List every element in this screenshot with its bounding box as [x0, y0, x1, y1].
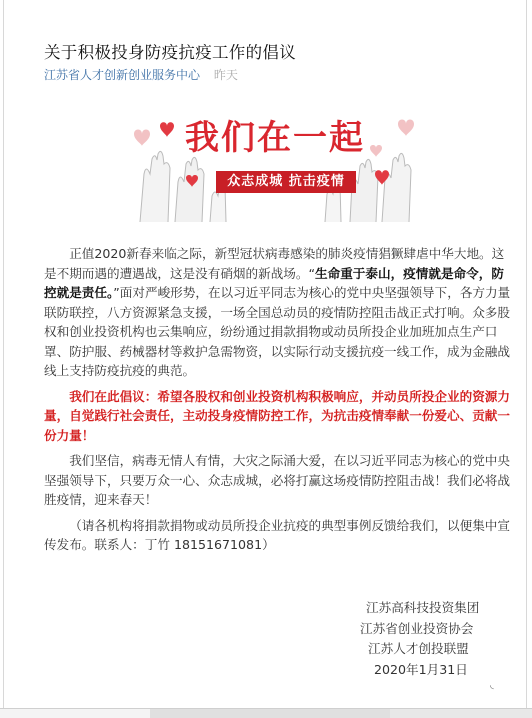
author-link[interactable]: 江苏省人才创新创业服务中心 — [44, 68, 201, 82]
signature-org-1: 江苏高科技投资集团 — [366, 600, 480, 615]
signature-block — [360, 598, 479, 680]
publish-time: 昨天 — [213, 68, 238, 82]
article-title: 关于积极投身防疫抗疫工作的倡议 — [44, 43, 296, 62]
paragraph-1 — [44, 244, 512, 381]
signature-date: 2020年1月31日 — [374, 661, 468, 677]
p1-emphasis: 生命重于泰山，疫情就是命令，防控就是责任。 — [44, 265, 504, 300]
signature-org-2: 江苏省创业投资协会 — [360, 620, 474, 636]
article-meta — [44, 66, 238, 83]
signature-org-3: 江苏人才创投联盟 — [368, 641, 469, 656]
banner-image — [120, 104, 430, 224]
banner-title: 我们在一起 — [185, 118, 365, 158]
article-body — [44, 244, 512, 561]
paragraph-3: 我们坚信，病毒无情人有情，大灾之际涌大爱，在以习近平同志为核心的党中央坚强领导下，只要万众一心、众志成城，必将打赢这场疫情防控阻击战！我们必将战胜疫情，迎来春天！ — [44, 453, 510, 507]
p1-text-c: ”面对严峻形势，在以习近平同志为核心的党中央坚强领导下，各方力量联防联控，八方资源紧急支援，一场全国总动员的疫情防控阻击战正式打响。众多股权和创业投资机构也云集响应，纷纷通过捐款捐物或动员所投企业加班加点生产口罩、防护服、药械器材等救护急需物资，以实际行动支援抗疫一线工作，成为金融战线上支持防疫抗疫的典范。 — [44, 285, 511, 378]
paragraph-2-proposal: 我们在此倡议：希望各股权和创业投资机构积极响应，并动员所投企业的资源力量，自觉践行社会责任，主动投身疫情防控工作，为抗击疫情奉献一份爱心、贡献一份力量！ — [44, 388, 510, 443]
paragraph-4-contact: （请各机构将捐款捐物或动员所投企业抗疫的典型事例反馈给我们，以便集中宣传发布。联系人：丁竹 18151671081） — [44, 517, 510, 552]
banner-subtitle: 众志成城 抗击疫情 — [216, 171, 356, 193]
cursor-mark: ◟ — [490, 680, 494, 691]
p1-text-a: 正值2020新春来临之际，新型冠状病毒感染的肺炎疫情猖獗肆虐中华大地。这是不期而遇的遭遇战，这是没有硝烟的新战场。“ — [44, 246, 505, 281]
